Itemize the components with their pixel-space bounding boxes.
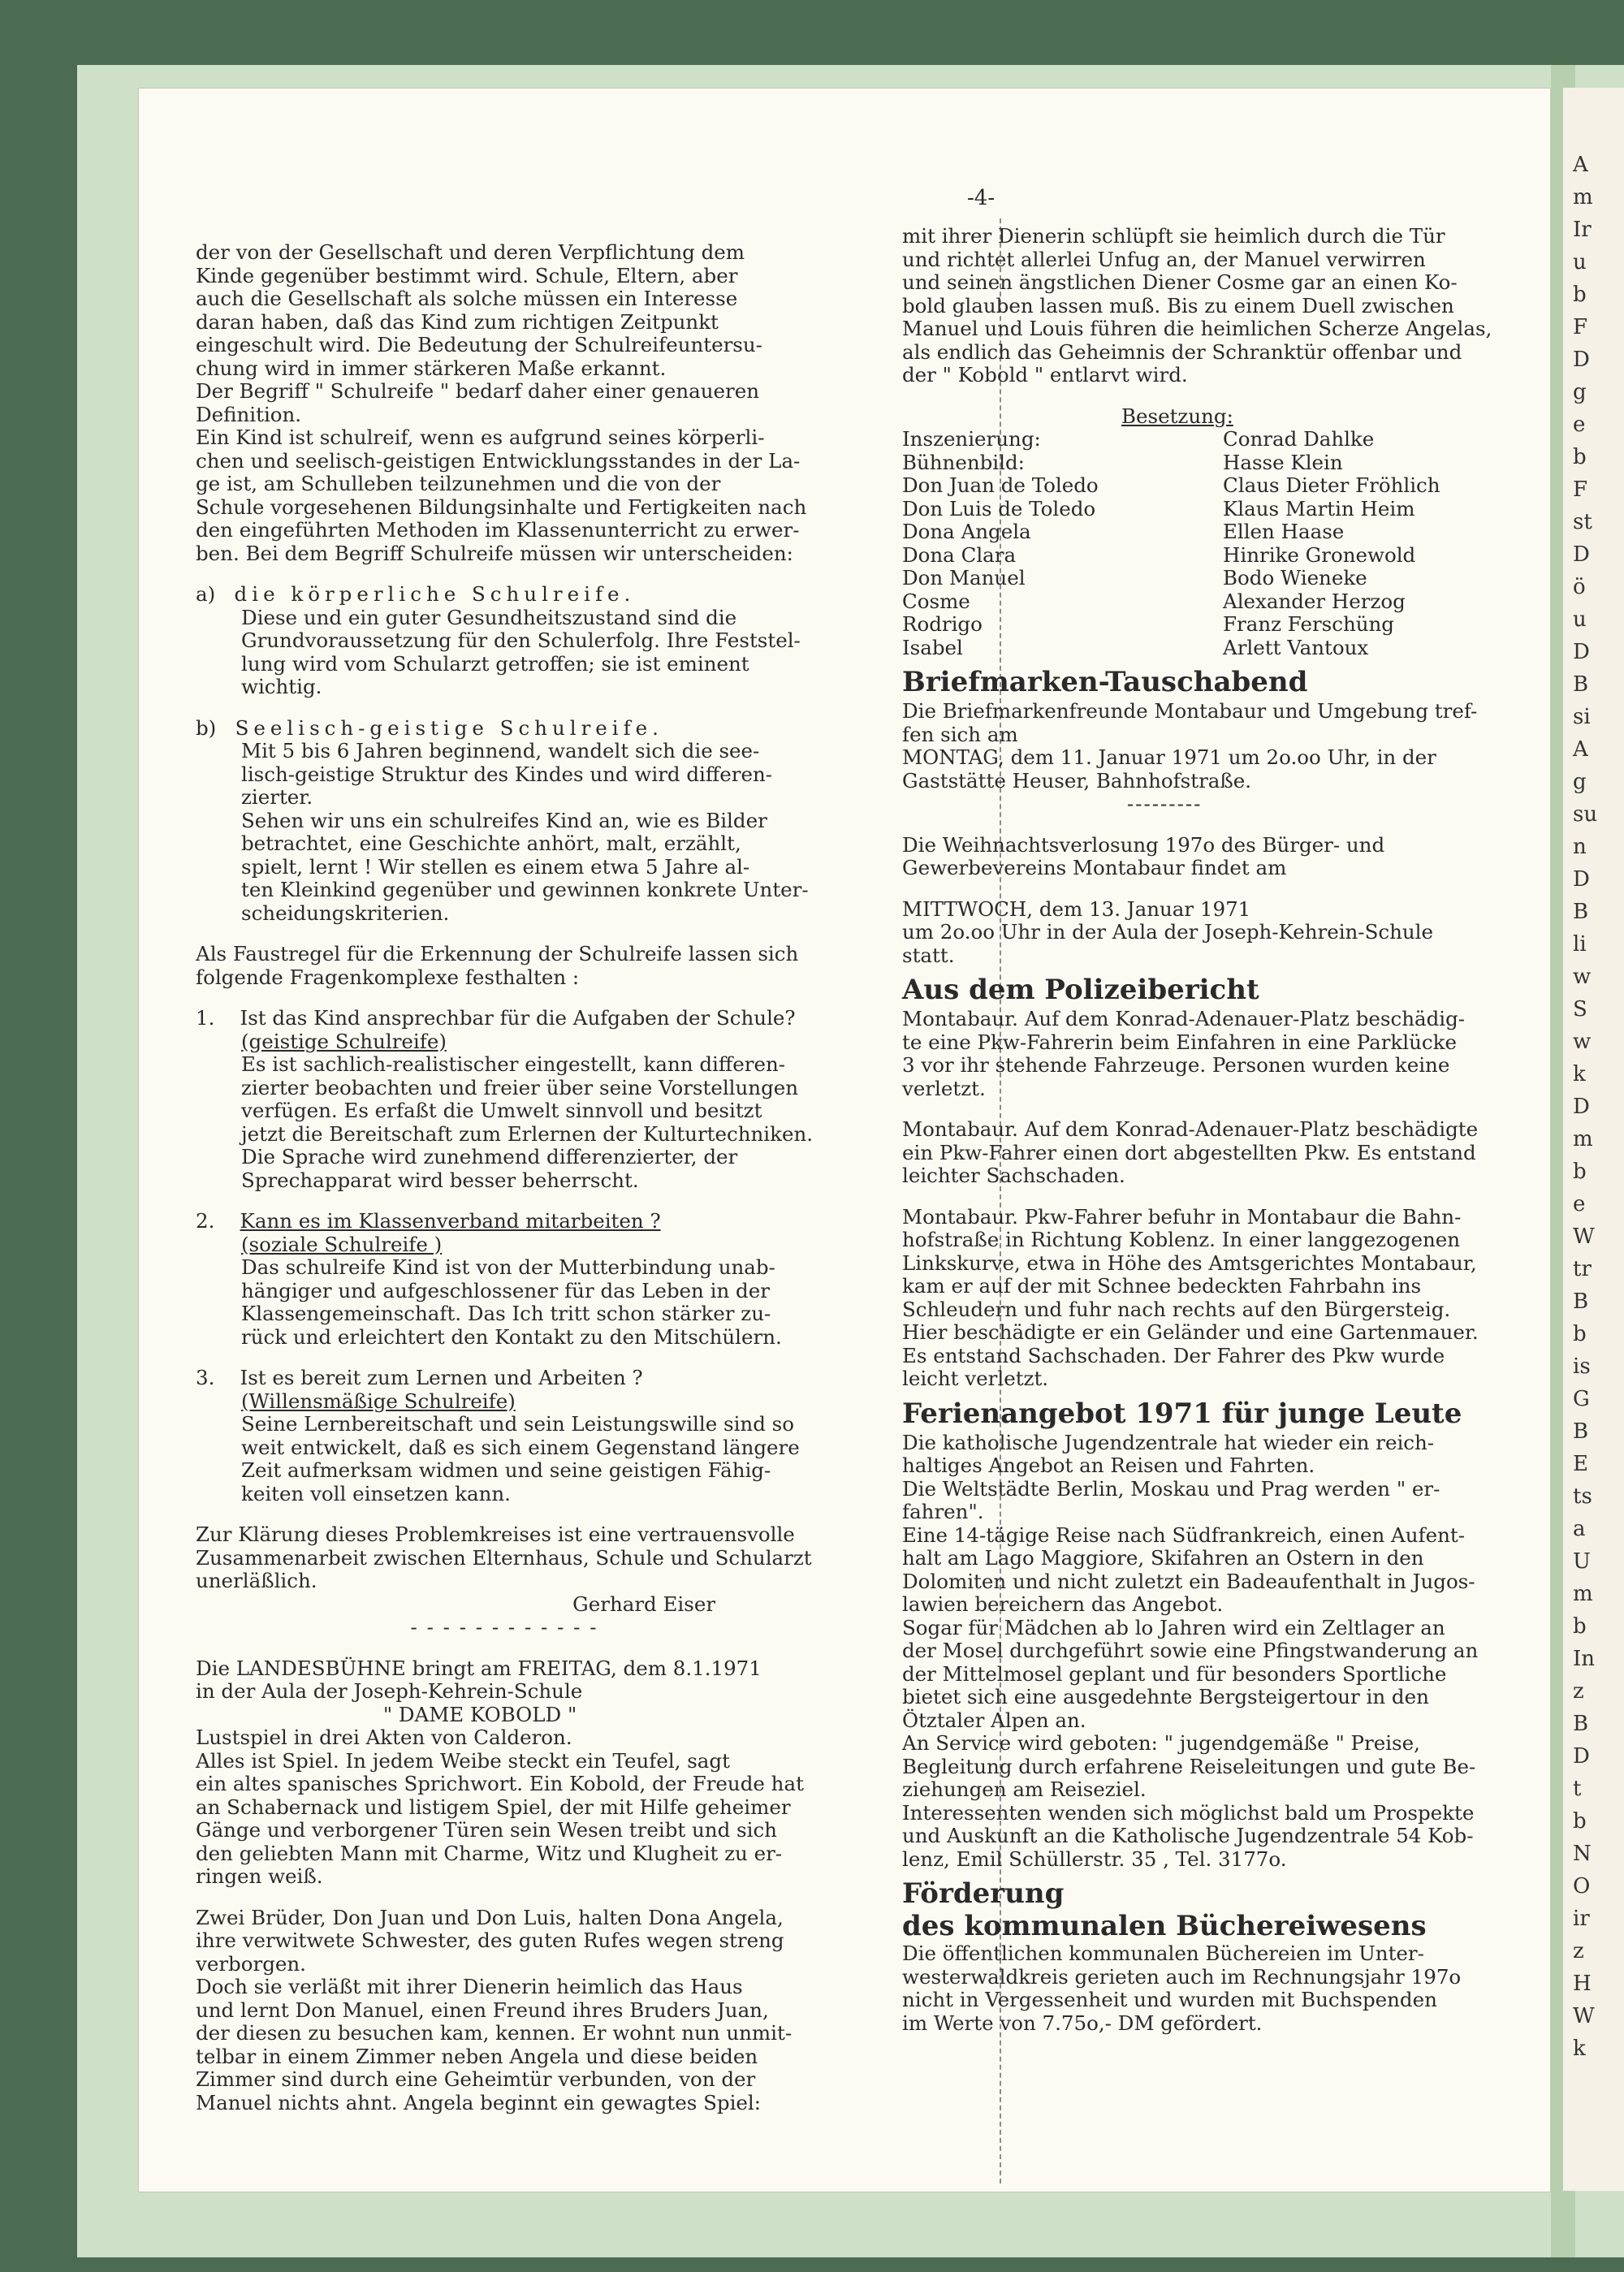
next-page-fragment: ö (1573, 575, 1586, 599)
text-line: mit ihrer Dienerin schlüpft sie heimlich durch die Tür (902, 224, 1445, 248)
text-line: Doch sie verläßt mit ihrer Dienerin heimlich das Haus (196, 1975, 743, 1998)
text-line: Linkskurve, etwa in Höhe des Amtsgerichtes Montabaur, (902, 1250, 1477, 1275)
text-line: Begleitung durch erfahrene Reiseleitungen und gute Be- (902, 1754, 1476, 1778)
text-line: zierter beobachten und freier über seine Vorstellungen (241, 1075, 799, 1099)
next-page-fragment: n (1573, 835, 1587, 859)
next-page-fragment: U (1573, 1549, 1591, 1574)
text-line: ringen weiß. (196, 1864, 323, 1888)
text-line: lung wird vom Schularzt getroffen; sie ist eminent (241, 651, 749, 676)
text-line: der Mosel durchgeführt sowie eine Pfingstwanderung an (902, 1639, 1479, 1662)
next-page-fragment: B (1573, 1419, 1589, 1444)
cast-list (902, 428, 1492, 659)
text-line: MITTWOCH, dem 13. Januar 1971 (902, 896, 1251, 921)
text-line: auch die Gesellschaft als solche müssen ein Interesse (196, 287, 738, 310)
next-page-fragment: g (1573, 770, 1587, 794)
police-report-3 (902, 1206, 1492, 1391)
next-page-fragment: H (1573, 1972, 1592, 1996)
text-line: Zwei Brüder, Don Juan und Don Luis, halten Dona Angela, (196, 1905, 784, 1929)
document-page (138, 88, 1551, 2192)
next-page-fragment: B (1573, 900, 1589, 924)
text-line: ziehungen am Reiseziel. (902, 1777, 1147, 1801)
text-line: ben. Bei dem Begriff Schulreife müssen wir unterscheiden: (196, 541, 793, 565)
cast-row (902, 498, 1492, 521)
cast-row (902, 428, 1492, 451)
cast-actor: Ellen Haase (1223, 520, 1345, 543)
next-page-fragment: D (1573, 1095, 1590, 1119)
next-page-fragment: a (1573, 1517, 1586, 1541)
cast-row (902, 474, 1492, 498)
next-page-fragment: m (1573, 1582, 1593, 1606)
text-line: den eingeführten Methoden im Klassenunterricht zu erwer- (196, 518, 800, 542)
text-line: Alles ist Spiel. In jedem Weibe steckt ein Teufel, sagt (196, 1748, 730, 1773)
next-page-fragment: g (1573, 380, 1587, 404)
cast-actor: Conrad Dahlke (1223, 427, 1375, 451)
text-line: fen sich am (902, 722, 1018, 746)
text-line: bietet sich eine ausgedehnte Bergsteigertour in den (902, 1685, 1429, 1708)
text-line: und seinen ängstlichen Diener Cosme gar an einen Ko- (902, 270, 1458, 294)
text-line: Hier beschädigte er ein Geländer und eine Gartenmauer. (902, 1320, 1479, 1344)
cast-role: Don Luis de Toledo (902, 496, 1096, 520)
cast-row (902, 451, 1492, 475)
cast-actor: Alexander Herzog (1223, 589, 1406, 613)
text-line: Gänge und verborgener Türen sein Wesen treibt und sich (196, 1818, 777, 1842)
next-page-fragment: is (1573, 1354, 1591, 1379)
next-page-fragment: b (1573, 1322, 1587, 1346)
text-line: ihre verwitwete Schwester, des guten Rufes wegen streng (196, 1929, 784, 1952)
text-line: hofstraße in Richtung Koblenz. In einer langgezogenen (902, 1228, 1461, 1251)
question-3-body (196, 1413, 813, 1505)
text-line: Schule vorgesehenen Bildungsinhalte und Fertigkeiten nach (196, 495, 807, 519)
item-b: b) Seelisch-geistige Schulreife. Mit 5 bis 6 Jahren beginnend, wandelt sich die see- lisch-geistige Struktur des Kindes und wird differen- zierter. Sehen wir uns ein schulreifes Kind an, wie es Bilder betrachtet, eine Geschichte anhört, malt, erzählt, spielt, lernt ! Wir stellen es einem etwa 5 Jahre al- ten Kleinkind gegenüber und gewinnen konkrete Unter- scheidungskriterien. (196, 717, 813, 926)
next-page-fragment: su (1573, 802, 1598, 827)
text-line: als endlich das Geheimnis der Schranktür offenbar und (902, 339, 1462, 364)
text-line: Der Begriff " Schulreife " bedarf daher einer genaueren (196, 379, 760, 403)
question-2-body (196, 1256, 813, 1349)
holiday-paragraph (902, 1432, 1492, 1872)
next-page-fragment: e (1573, 413, 1586, 437)
cast-role: Bühnenbild: (902, 450, 1025, 474)
next-page-fragment: A (1573, 737, 1588, 762)
police-heading: Aus dem Polizeibericht (902, 974, 1259, 1006)
cast-actor: Hinrike Gronewold (1223, 542, 1416, 567)
cast-actor: Franz Ferschüng (1223, 612, 1394, 636)
text-line: Diese und ein guter Gesundheitszustand sind die (241, 605, 737, 629)
next-page-fragment: b (1573, 445, 1587, 469)
cast-row (902, 567, 1492, 590)
next-page-fragment: B (1573, 1712, 1589, 1736)
text-line: Die LANDESBÜHNE bringt am FREITAG, dem 8.1.1971 (196, 1656, 762, 1680)
text-line: hängiger und aufgeschlossener für das Leben in der (241, 1278, 770, 1302)
continued-paragraph (902, 225, 1492, 387)
question-1-body (196, 1053, 813, 1192)
text-line: leichter Sachschaden. (902, 1164, 1125, 1187)
text-line: Seine Lernbereitschaft und sein Leistungswille sind so (241, 1412, 794, 1436)
text-line: lisch-geistige Struktur des Kindes und wird differen- (241, 762, 773, 786)
next-page-fragment: b (1573, 283, 1587, 307)
stamp-paragraph (902, 700, 1492, 793)
text-line: der von der Gesellschaft und deren Verpflichtung dem (196, 240, 745, 264)
next-page-fragment: z (1573, 1679, 1584, 1704)
next-page-fragment: st (1573, 510, 1592, 534)
cast-role: Rodrigo (902, 612, 983, 636)
cast-role: Don Juan de Toledo (902, 473, 1099, 497)
question-3-label: (Willensmäßige Schulreife) (241, 1389, 516, 1413)
next-page-fragment: E (1573, 1452, 1588, 1476)
question-1: 1. Ist das Kind ansprechbar für die Aufgaben der Schule? (geistige Schulreife) Es ist sachlich-realistischer eingestellt, kann differen- zierter beobachten und freier über seine Vorstellungen verfügen. Es erfaßt die Umwelt sinnvoll und besitzt jetzt die Bereitschaft zum Erlernen der Kulturtechniken. Die Sprache wird zunehmend differenzierter, der Sprechapparat wird besser beherrscht. (196, 1006, 814, 1192)
next-page-fragment: ir (1573, 1907, 1590, 1931)
text-line: ge ist, am Schulleben teilzunehmen und die von der (196, 472, 721, 495)
text-line: Ein Kind ist schulreif, wenn es aufgrund seines körperli- (196, 425, 765, 449)
text-line: telbar in einem Zimmer neben Angela und diese beiden (196, 2044, 758, 2068)
text-line: Lustspiel in drei Akten von Calderon. (196, 1726, 572, 1749)
text-line: Kinde gegenüber bestimmt wird. Schule, Eltern, aber (196, 263, 738, 287)
text-line: Gewerbevereins Montabaur findet am (902, 856, 1287, 879)
text-line: Die Weltstädte Berlin, Moskau und Prag werden " er- (902, 1476, 1440, 1501)
page-number: -4- (967, 186, 996, 210)
text-line: An Service wird geboten: " jugendgemäße " Preise, (902, 1731, 1420, 1755)
text-line: bold glauben lassen muß. Bis zu einem Duell zwischen (902, 293, 1454, 317)
text-line: Zimmer sind durch eine Geheimtür verbunden, von der (196, 2067, 756, 2091)
next-page-fragment: D (1573, 867, 1590, 892)
next-page-fragment: k (1573, 2037, 1586, 2061)
text-line: ein altes spanisches Sprichwort. Ein Kobold, der Freude hat (196, 1772, 804, 1795)
cast-role: Dona Clara (902, 542, 1017, 567)
next-page-fragment: D (1573, 348, 1590, 372)
cast-actor: Bodo Wieneke (1223, 566, 1367, 590)
text-line: Es ist sachlich-realistischer eingestellt, kann differen- (241, 1052, 786, 1076)
text-line: Interessenten wenden sich möglichst bald um Prospekte (902, 1800, 1475, 1825)
question-2-label: (soziale Schulreife ) (241, 1232, 443, 1256)
question-3: 3. Ist es bereit zum Lernen und Arbeiten ? (Willensmäßige Schulreife) Seine Lernbereitschaft und sein Leistungswille sind so weit entwickelt, daß es sich einem Gegenstand längere Zeit aufmerksam widmen und seine geistigen Fähig- keiten voll einsetzen kann. (196, 1367, 813, 1505)
left-column (196, 241, 813, 2114)
text-line: Montabaur. Auf dem Konrad-Adenauer-Platz beschädig- (902, 1007, 1466, 1030)
next-page-fragment: li (1573, 932, 1587, 957)
separator: - - - - - - - - - - - - (410, 1615, 598, 1639)
text-line: verborgen. (196, 1951, 306, 1976)
question-2: 2. Kann es im Klassenverband mitarbeiten ? (soziale Schulreife ) Das schulreife Kind ist von der Mutterbindung unab- hängiger und aufgeschlossener für das Leben in der Klassengemeinschaft. Das Ich tritt schon stärker zu- rück und erleichtert den Kontakt zu den Mitschülern. (196, 1210, 813, 1349)
next-page-fragment: O (1573, 1874, 1591, 1898)
text-line: leicht verletzt. (902, 1367, 1049, 1390)
next-page-fragment: F (1573, 477, 1588, 502)
text-line: Zusammenarbeit zwischen Elternhaus, Schule und Schularzt (196, 1545, 812, 1570)
text-line: kam er auf der mit Schnee bedeckten Fahrbahn ins (902, 1274, 1422, 1298)
text-line: Manuel und Louis führen die heimlichen Scherze Angelas, (902, 317, 1492, 340)
cast-role: Cosme (902, 589, 970, 613)
cast-heading: Besetzung: (1121, 404, 1233, 428)
text-line: te eine Pkw-Fahrerin beim Einfahren in eine Parklücke (902, 1030, 1457, 1054)
text-line: Klassengemeinschaft. Das Ich tritt schon stärker zu- (241, 1302, 771, 1325)
text-line: um 2o.oo Uhr in der Aula der Joseph-Kehrein-Schule (902, 920, 1433, 944)
next-page-fragment: ts (1573, 1484, 1592, 1509)
text-line: Die Briefmarkenfreunde Montabaur und Umgebung tref- (902, 699, 1478, 723)
text-line: Montabaur. Pkw-Fahrer befuhr in Montabaur die Bahn- (902, 1204, 1462, 1229)
next-page-edge (1563, 88, 1624, 2191)
text-line: lawien bereichern das Angebot. (902, 1592, 1224, 1616)
next-page-fragment: F (1573, 315, 1588, 339)
text-line: Zur Klärung dieses Problemkreises ist eine vertrauensvolle (196, 1523, 795, 1546)
item-a-text (196, 607, 813, 699)
cast-actor: Claus Dieter Fröhlich (1223, 473, 1440, 497)
cast-actor: Arlett Vantoux (1223, 635, 1369, 659)
closing-paragraph (196, 1523, 813, 1593)
text-line: chung wird in immer stärkeren Maße erkannt. (196, 356, 667, 380)
text-line: MONTAG, dem 11. Januar 1971 um 2o.oo Uhr, in der (902, 745, 1436, 769)
text-line: Ötztaler Alpen an. (902, 1708, 1086, 1732)
text-line: nicht in Vergessenheit und wurden mit Buchspenden (902, 1988, 1437, 2011)
text-line: Als Faustregel für die Erkennung der Schulreife lassen sich (196, 942, 799, 965)
text-line: statt. (902, 943, 955, 967)
item-a: a) die körperliche Schulreife. Diese und ein guter Gesundheitszustand sind die Grundvoraussetzung für den Schulerfolg. Ihre Feststel- lung wird vom Schularzt getroffen; sie ist eminent wichtig. (196, 583, 813, 699)
holiday-heading: Ferienangebot 1971 für junge Leute (902, 1397, 1462, 1430)
next-page-fragment: W (1573, 2004, 1595, 2028)
text-line: spielt, lernt ! Wir stellen es einem etwa 5 Jahre al- (241, 854, 750, 879)
text-line: und richtet allerlei Unfug an, der Manuel verwirren (902, 247, 1426, 271)
cast-row (902, 613, 1492, 637)
theatre-announcement (196, 1657, 813, 1704)
text-line: Montabaur. Auf dem Konrad-Adenauer-Platz beschädigte (902, 1117, 1479, 1141)
text-line: in der Aula der Joseph-Kehrein-Schule (196, 1679, 583, 1703)
next-page-fragment: w (1573, 1030, 1592, 1054)
text-line: scheidungskriterien. (241, 901, 450, 925)
cast-actor: Hasse Klein (1223, 450, 1343, 474)
text-line: ein Pkw-Fahrer einen dort abgestellten Pkw. Es entstand (902, 1140, 1476, 1164)
text-line: der diesen zu besuchen kam, kennen. Er wohnt nun unmit- (196, 2021, 793, 2045)
intro-paragraph (196, 241, 813, 565)
cast-actor: Klaus Martin Heim (1223, 496, 1415, 520)
next-page-fragment: D (1573, 542, 1590, 567)
next-page-fragment: z (1573, 1939, 1584, 1963)
text-line: im Werte von 7.75o,- DM gefördert. (902, 2011, 1263, 2035)
next-page-fragment: m (1573, 1127, 1593, 1151)
text-line: Manuel nichts ahnt. Angela beginnt ein gewagtes Spiel: (196, 2090, 762, 2114)
text-line: und lernt Don Manuel, einen Freund ihres Bruders Juan, (196, 1998, 769, 2022)
text-line: an Schabernack und listigem Spiel, der mit Hilfe geheimer (196, 1795, 791, 1819)
text-line: Die öffentlichen kommunalen Büchereien im Unter- (902, 1942, 1424, 1965)
next-page-fragment: Ir (1573, 218, 1592, 242)
text-line: Die Sprache wird zunehmend differenzierter, der (241, 1145, 738, 1168)
plot-paragraph (196, 1907, 813, 2115)
next-page-fragment: D (1573, 1744, 1590, 1769)
cast-row (902, 520, 1492, 544)
question-1-label: (geistige Schulreife) (241, 1029, 447, 1053)
text-line: verletzt. (902, 1076, 986, 1100)
next-page-fragment: tr (1573, 1257, 1592, 1281)
text-line: rück und erleichtert den Kontakt zu den Mitschülern. (241, 1324, 782, 1349)
text-line: Die katholische Jugendzentrale hat wieder ein reich- (902, 1430, 1435, 1454)
text-line: den geliebten Mann mit Charme, Witz und Klugheit zu er- (196, 1841, 783, 1865)
cast-role: Inszenierung: (902, 427, 1041, 451)
text-line: ten Kleinkind gegenüber und gewinnen konkrete Unter- (241, 878, 809, 901)
next-page-fragment: u (1573, 250, 1587, 274)
text-line: westerwaldkreis gerieten auch im Rechnungsjahr 197o (902, 1964, 1462, 1989)
text-line: keiten voll einsetzen kann. (241, 1481, 511, 1505)
text-line: haltiges Angebot an Reisen und Fahrten. (902, 1453, 1315, 1477)
next-page-fragment: N (1573, 1842, 1592, 1866)
text-line: Eine 14-tägige Reise nach Südfrankreich, einen Aufent- (902, 1523, 1465, 1547)
right-column (902, 225, 1492, 2035)
text-line: wichtig. (241, 675, 322, 698)
author: Gerhard Eiser (572, 1592, 716, 1616)
next-page-fragment: G (1573, 1387, 1590, 1411)
next-page-fragment: In (1573, 1647, 1596, 1671)
question-1-text: Ist das Kind ansprechbar für die Aufgaben der Schule? (240, 1006, 796, 1030)
library-paragraph (902, 1942, 1492, 2035)
rule-intro (196, 943, 813, 989)
text-line: verfügen. Es erfaßt die Umwelt sinnvoll und besitzt (241, 1099, 762, 1122)
next-page-fragment: k (1573, 1062, 1586, 1086)
text-line: Mit 5 bis 6 Jahren beginnend, wandelt sich die see- (241, 739, 760, 762)
text-line: und Auskunft an die Katholische Jugendzentrale 54 Kob- (902, 1824, 1474, 1847)
text-line: Sogar für Mädchen ab lo Jahren wird ein Zeltlager an (902, 1615, 1445, 1639)
question-3-text: Ist es bereit zum Lernen und Arbeiten ? (240, 1366, 643, 1389)
text-line: Gaststätte Heuser, Bahnhofstraße. (902, 768, 1252, 793)
text-line: Schleudern und fuhr nach rechts auf den Bürgersteig. (902, 1297, 1451, 1321)
text-line: Grundvoraussetzung für den Schulerfolg. Ihre Feststel- (241, 628, 801, 652)
cast-role: Dona Angela (902, 520, 1031, 543)
text-line: zierter. (241, 785, 313, 809)
library-heading-1: Förderung (902, 1877, 1065, 1910)
text-line: lenz, Emil Schüllerstr. 35 , Tel. 3177o. (902, 1847, 1287, 1871)
next-page-fragment: b (1573, 1160, 1587, 1184)
next-page-fragment: S (1573, 997, 1587, 1022)
text-line: daran haben, daß das Kind zum richtigen Zeitpunkt (196, 309, 719, 334)
play-description (196, 1726, 813, 1889)
next-page-fragment: b (1573, 1614, 1587, 1639)
cast-row (902, 544, 1492, 568)
next-page-fragment: B (1573, 672, 1589, 697)
item-a-title: die körperliche Schulreife. (234, 582, 636, 606)
text-line: chen und seelisch-geistigen Entwicklungsstandes in der La- (196, 448, 801, 473)
text-line: eingeschult wird. Die Bedeutung der Schulreifeuntersu- (196, 333, 762, 356)
item-b-title: Seelisch-geistige Schulreife. (235, 715, 663, 740)
stamp-separator: --------- (1126, 792, 1203, 815)
text-line: 3 vor ihr stehende Fahrzeuge. Personen wurden keine (902, 1053, 1450, 1077)
question-2-text: Kann es im Klassenverband mitarbeiten ? (240, 1209, 661, 1233)
police-report-2 (902, 1118, 1492, 1188)
text-line: weit entwickelt, daß es sich einem Gegenstand längere (241, 1435, 800, 1459)
text-line: halt am Lago Maggiore, Skifahren an Ostern in den (902, 1546, 1424, 1570)
text-line: Das schulreife Kind ist von der Mutterbindung unab- (241, 1255, 775, 1279)
next-page-fragment: t (1573, 1777, 1582, 1801)
text-line: jetzt die Bereitschaft zum Erlernen der Kulturtechniken. (241, 1121, 814, 1146)
next-page-fragment: e (1573, 1192, 1586, 1216)
stamp-heading: Briefmarken-Tauschabend (902, 666, 1308, 698)
next-page-fragment: W (1573, 1225, 1595, 1249)
next-page-fragment: b (1573, 1809, 1587, 1834)
text-line: Zeit aufmerksam widmen und seine geistigen Fähig- (241, 1458, 771, 1482)
text-line: unerläßlich. (196, 1569, 317, 1592)
next-page-fragment: A (1573, 153, 1588, 177)
text-line: Es entstand Sachschaden. Der Fahrer des Pkw wurde (902, 1343, 1445, 1367)
cast-role: Isabel (902, 635, 963, 659)
next-page-fragment: m (1573, 185, 1593, 209)
text-line: Sprechapparat wird besser beherrscht. (241, 1168, 639, 1192)
library-heading-2: des kommunalen Büchereiwesens (902, 1910, 1427, 1942)
cast-row (902, 637, 1492, 660)
next-page-fragment: si (1573, 705, 1591, 729)
next-page-fragment: w (1573, 965, 1592, 989)
police-report-1 (902, 1008, 1492, 1100)
play-title: " DAME KOBOLD " (382, 1702, 577, 1726)
lottery-paragraph (902, 834, 1492, 880)
cast-row (902, 590, 1492, 614)
text-line: Definition. (196, 402, 302, 426)
text-line: betrachtet, eine Geschichte anhört, malt, erzählt, (241, 831, 741, 855)
lottery-date (902, 898, 1492, 968)
next-page-fragment: B (1573, 1289, 1589, 1314)
cast-role: Don Manuel (902, 566, 1026, 590)
text-line: fahren". (902, 1500, 984, 1523)
text-line: der Mittelmosel geplant und für besonders Sportliche (902, 1661, 1447, 1686)
text-line: Dolomiten und nicht zuletzt ein Badeaufenthalt in Jugos- (902, 1569, 1475, 1593)
text-line: Sehen wir uns ein schulreifes Kind an, wie es Bilder (241, 808, 767, 832)
next-page-fragment: u (1573, 607, 1587, 632)
text-line: der " Kobold " entlarvt wird. (902, 363, 1188, 387)
next-page-fragment: D (1573, 640, 1590, 664)
item-b-text (196, 740, 813, 925)
text-line: Die Weihnachtsverlosung 197o des Bürger- und (902, 832, 1385, 857)
text-line: folgende Fragenkomplexe festhalten : (196, 965, 580, 989)
